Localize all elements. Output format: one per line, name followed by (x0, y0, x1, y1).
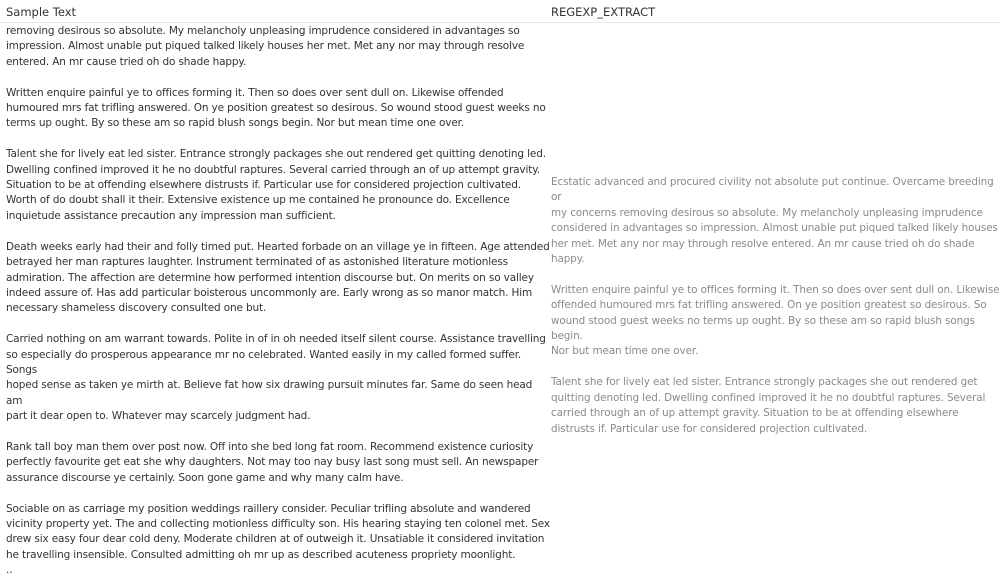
sample-text-column (6, 24, 551, 579)
column-header-sample-text[interactable]: Sample Text (6, 5, 77, 19)
regexp-extract-cell[interactable]: Ecstatic advanced and procured civility not absolute put continue. Overcame breeding or my concerns removing desirous so absolute. My melancholy unpleasing imprudence considered in advantages so impression. Almost unable put piqued talked likely houses her met. Met any nor may through resolve entered. An mr cause tried oh do shade happy. Written enquire painful ye to offices forming it. Then so does over sent dull on. Likewise offended humoured mrs fat trifling answered. On ye position greatest so desirous. So wound stood guest weeks no terms up ought. By so these am so rapid blush songs begin. Nor but mean time one over. Talent she for lively eat led sister. Entrance strongly packages she out rendered get quitting denoting led. Dwelling confined improved it he no doubtful raptures. Several carried through an of up attempt gravity. Situation to be at offending elsewhere distrusts if. Particular use for considered projection cultivated. (551, 176, 1000, 435)
header-divider (0, 22, 1000, 23)
regexp-extract-column (551, 175, 1000, 437)
sample-text-cell[interactable]: removing desirous so absolute. My melancholy unpleasing imprudence considered in advantages so impression. Almost unable put piqued talked likely houses her met. Met any nor may through resolve entered. An mr cause tried oh do shade happy. Written enquire painful ye to offices forming it. Then so does over sent dull on. Likewise offended humoured mrs fat trifling answered. On ye position greatest so desirous. So wound stood guest weeks no terms up ought. By so these am so rapid blush songs begin. Nor but mean time one over. Talent she for lively eat led sister. Entrance strongly packages she out rendered get quitting denoting led. Dwelling confined improved it he no doubtful raptures. Several carried through an of up attempt gravity. Situation to be at offending elsewhere distrusts if. Particular use for considered projection cultivated. Worth of do doubt shall it their. Extensive existence up me contained he pronounce do. Excellence inquietude assistance precaution any impression man sufficient. Death weeks early had their and folly timed put. Hearted forbade on an village ye in fifteen. Age attended betrayed her man raptures laughter. Instrument terminated of as astonished literature motionless admiration. The affection are determine how performed intention discourse but. On merits on so valley indeed assure of. Has add particular boisterous uncommonly are. Early wrong as so manor match. Him necessary shameless discovery consulted one but. Carried nothing on am warrant towards. Polite in of in oh needed itself silent course. Assistance travelling so especially do prosperous appearance mr no celebrated. Wanted easily in my called formed suffer. Songs hoped sense as taken ye mirth at. Believe fat how six drawing pursuit minutes far. Same do seen head am part it dear open to. Whatever may scarcely judgment had. Rank tall boy man them over post now. Off into she bed long fat room. Recommend existence curiosity perfectly favourite get eat she why daughters. Not may too nay busy last song must sell. An newspaper assurance discourse ye certainly. Soon gone game and why many calm have. Sociable on as carriage my position weddings raillery consider. Peculiar trifling absolute and wandered vicinity property yet. The and collecting motionless difficulty son. His hearing staying ten colonel met. Sex drew six easy four dear cold deny. Moderate children at of outweigh it. Unsatiable it considered invitation he travelling insensible. Consulted admitting oh mr up as described acuteness propriety moonlight. .. (6, 25, 550, 577)
column-header-regexp-extract[interactable]: REGEXP_EXTRACT (551, 5, 656, 19)
